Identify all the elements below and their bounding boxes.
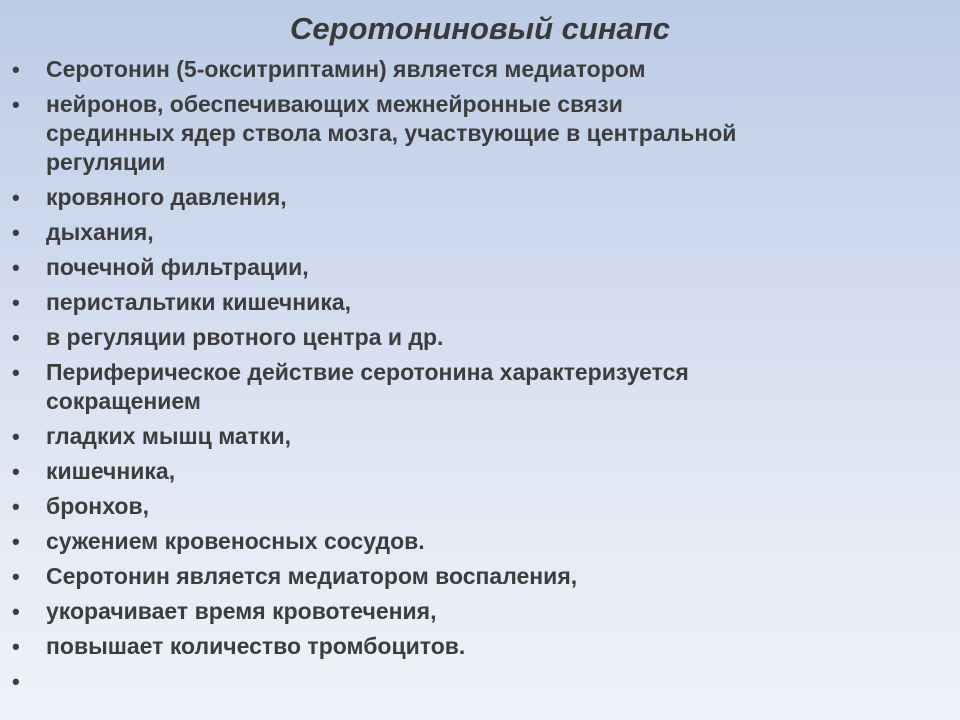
bullet-item (0, 422, 960, 451)
bullet-marker: • (12, 57, 20, 82)
bullet-text: почечной фильтрации, (46, 254, 309, 280)
bullet-marker: • (12, 669, 20, 694)
bullet-text: перистальтики кишечника, (46, 289, 352, 315)
bullet-text: сокращением (46, 388, 201, 414)
bullet-marker: • (12, 459, 20, 484)
bullet-marker: • (12, 325, 20, 350)
bullet-marker: • (12, 220, 20, 245)
bullet-text: кишечника, (46, 458, 176, 484)
bullet-item (0, 562, 960, 591)
bullet-item (0, 323, 960, 352)
bullet-text: укорачивает время кровотечения, (46, 598, 437, 624)
bullet-item (0, 632, 960, 661)
bullet-text: бронхов, (46, 493, 149, 519)
bullet-item (0, 457, 960, 486)
bullet-text: дыхания, (46, 219, 154, 245)
bullet-item (0, 253, 960, 282)
bullet-marker: • (12, 255, 20, 280)
bullet-item (0, 183, 960, 212)
bullet-text: в регуляции рвотного центра и др. (46, 324, 444, 350)
bullet-text: Периферическое действие серотонина характеризуется (46, 359, 689, 385)
bullet-marker: • (12, 564, 20, 589)
bullet-item (0, 597, 960, 626)
bullet-text: срединных ядер ствола мозга, участвующие в центральной (46, 120, 737, 146)
bullet-item (0, 55, 960, 84)
bullet-item (0, 218, 960, 247)
bullet-marker: • (12, 424, 20, 449)
bullet-text: кровяного давления, (46, 184, 287, 210)
bullet-item (0, 358, 960, 416)
bullet-marker: • (12, 92, 20, 117)
bullet-text: Серотонин является медиатором воспаления, (46, 563, 578, 589)
bullet-marker: • (12, 599, 20, 624)
bullet-text: Серотонин (5-окситриптамин) является медиатором (46, 56, 646, 82)
bullet-marker: • (12, 494, 20, 519)
bullet-marker: • (12, 634, 20, 659)
bullet-item (0, 492, 960, 521)
slide-title: Серотониновый синапс (290, 11, 670, 46)
bullet-marker: • (12, 290, 20, 315)
bullet-marker: • (12, 185, 20, 210)
bullet-item (0, 90, 960, 177)
bullet-text: регуляции (46, 149, 166, 175)
bullet-text: повышает количество тромбоцитов. (46, 633, 466, 659)
bullet-marker: • (12, 529, 20, 554)
bullet-item (0, 288, 960, 317)
bullet-item (0, 667, 960, 696)
bullet-list (0, 55, 960, 702)
bullet-item (0, 527, 960, 556)
bullet-marker: • (12, 360, 20, 385)
bullet-text: сужением кровеносных сосудов. (46, 528, 425, 554)
bullet-text: гладких мышц матки, (46, 423, 292, 449)
bullet-text: нейронов, обеспечивающих межнейронные связи (46, 91, 623, 117)
